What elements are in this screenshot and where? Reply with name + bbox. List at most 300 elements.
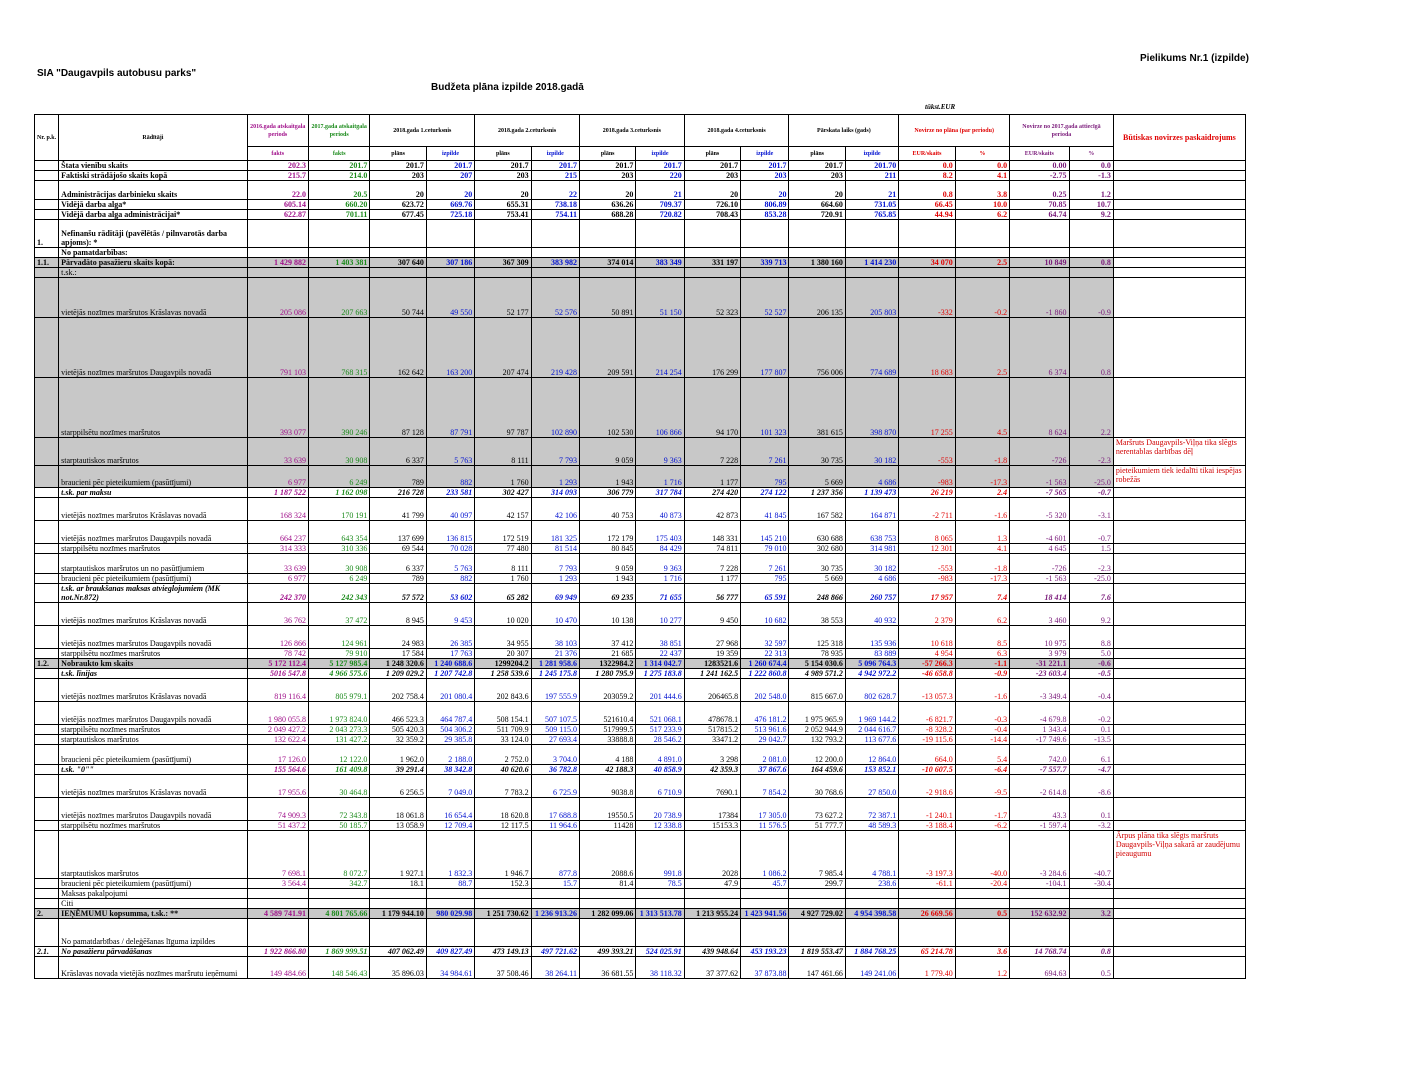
- cell-value: 2028: [684, 831, 740, 879]
- cell-value: [1010, 899, 1069, 909]
- row-label: t.sk. ar braukšanas maksas atvieglojumiem (MK not.Nr.872): [59, 584, 247, 603]
- reason-cell: [1113, 200, 1245, 210]
- cell-value: 1 260 674.4: [741, 659, 789, 669]
- cell-value: 77 480: [475, 544, 531, 554]
- cell-value: 1 207 742.8: [426, 669, 474, 679]
- table-row: [35, 669, 1246, 679]
- cell-value: 12 117.5: [475, 821, 531, 831]
- cell-value: 7 261: [741, 554, 789, 574]
- sub-izpilde-q2: izpilde: [531, 147, 579, 161]
- cell-value: 4 788.1: [845, 831, 898, 879]
- cell-value: 132 793.2: [789, 735, 845, 745]
- cell-value: 201.7: [426, 161, 474, 171]
- cell-value: -0.2: [955, 278, 1009, 318]
- cell-value: 1 832.3: [426, 831, 474, 879]
- cell-value: 203: [579, 171, 635, 181]
- cell-value: 113 677.6: [845, 735, 898, 745]
- table-row: [35, 798, 1246, 821]
- cell-value: [1010, 919, 1069, 947]
- row-number: 1.1.: [35, 258, 59, 268]
- reason-cell: [1113, 735, 1245, 745]
- reason-cell: [1113, 626, 1245, 649]
- cell-value: 177 807: [741, 318, 789, 378]
- cell-value: 7690.1: [684, 775, 740, 798]
- cell-value: 202 843.6: [475, 679, 531, 702]
- table-row: [35, 775, 1246, 798]
- cell-value: -0.7: [1069, 488, 1113, 498]
- cell-value: 317 784: [636, 488, 684, 498]
- cell-value: 13 058.9: [370, 821, 426, 831]
- cell-value: 207: [426, 171, 474, 181]
- sub-plans-q1: plāns: [370, 147, 426, 161]
- cell-value: 789: [370, 466, 426, 488]
- sub-izpilde-q1: izpilde: [426, 147, 474, 161]
- cell-value: [475, 268, 531, 278]
- row-number: [35, 679, 59, 702]
- cell-value: 84 429: [636, 544, 684, 554]
- cell-value: 339 713: [741, 258, 789, 268]
- cell-value: 2 043 273.3: [308, 725, 369, 735]
- cell-value: 88.7: [426, 879, 474, 889]
- cell-value: -40.0: [955, 831, 1009, 879]
- cell-value: 1 258 539.6: [475, 669, 531, 679]
- cell-value: [899, 889, 955, 899]
- row-label: IEŅĒMUMU kopsumma, t.sk.: **: [59, 909, 247, 919]
- cell-value: 302 680: [789, 544, 845, 554]
- cell-value: 18 620.8: [475, 798, 531, 821]
- cell-value: -8 328.2: [899, 725, 955, 735]
- cell-value: [845, 899, 898, 909]
- cell-value: 1 139 473: [845, 488, 898, 498]
- cell-value: 12 709.4: [426, 821, 474, 831]
- cell-value: 12 200.0: [789, 745, 845, 765]
- cell-value: 5 172 112.4: [247, 659, 308, 669]
- cell-value: 390 246: [308, 378, 369, 438]
- cell-value: [475, 248, 531, 258]
- row-label: vietējās nozīmes maršrutos Krāslavas novadā: [59, 775, 247, 798]
- cell-value: 6 249: [308, 466, 369, 488]
- cell-value: 805 979.1: [308, 679, 369, 702]
- cell-value: 478678.1: [684, 702, 740, 725]
- cell-value: 466 523.3: [370, 702, 426, 725]
- cell-value: [247, 248, 308, 258]
- cell-value: 1 237 356: [789, 488, 845, 498]
- cell-value: 877.8: [531, 831, 579, 879]
- cell-value: 0.5: [1069, 957, 1113, 979]
- cell-value: 69 235: [579, 584, 635, 603]
- cell-value: -6.4: [955, 765, 1009, 775]
- row-number: [35, 669, 59, 679]
- cell-value: 756 006: [789, 318, 845, 378]
- cell-value: 126 866: [247, 626, 308, 649]
- cell-value: 8.8: [1069, 626, 1113, 649]
- row-number: [35, 584, 59, 603]
- cell-value: 20: [370, 181, 426, 200]
- row-number: [35, 889, 59, 899]
- cell-value: 161 409.8: [308, 765, 369, 775]
- cell-value: -30.4: [1069, 879, 1113, 889]
- header-deviation-2017: Novirze no 2017.gada attiecīgā perioda: [1010, 115, 1114, 147]
- table-row: [35, 603, 1246, 626]
- table-row: [35, 765, 1246, 775]
- cell-value: 660.20: [308, 200, 369, 210]
- cell-value: 201.7: [789, 161, 845, 171]
- cell-value: 1.3: [955, 521, 1009, 544]
- row-number: [35, 702, 59, 725]
- cell-value: 37 377.62: [684, 957, 740, 979]
- cell-value: 725.18: [426, 210, 474, 220]
- cell-value: [247, 220, 308, 248]
- cell-value: [636, 899, 684, 909]
- cell-value: 26 219: [899, 488, 955, 498]
- table-row: [35, 220, 1246, 248]
- cell-value: 201.7: [579, 161, 635, 171]
- row-number: 2.: [35, 909, 59, 919]
- cell-value: [789, 248, 845, 258]
- cell-value: 314 093: [531, 488, 579, 498]
- cell-value: 203059.2: [579, 679, 635, 702]
- cell-value: [789, 220, 845, 248]
- cell-value: 6 337: [370, 438, 426, 466]
- row-label: t.sk.:: [59, 268, 247, 278]
- cell-value: -10 607.5: [899, 765, 955, 775]
- cell-value: 10 138: [579, 603, 635, 626]
- cell-value: 1 922 866.80: [247, 947, 308, 957]
- row-label: braucieni pēc pieteikumiem (pasūtījumi): [59, 466, 247, 488]
- cell-value: 720.91: [789, 210, 845, 220]
- cell-value: 51 777.7: [789, 821, 845, 831]
- cell-value: 17 126.0: [247, 745, 308, 765]
- cell-value: [899, 899, 955, 909]
- cell-value: 206 135: [789, 278, 845, 318]
- cell-value: 7 228: [684, 554, 740, 574]
- cell-value: 42 188.3: [579, 765, 635, 775]
- cell-value: 6 256.5: [370, 775, 426, 798]
- cell-value: [636, 268, 684, 278]
- cell-value: 80 845: [579, 544, 635, 554]
- cell-value: 0.0: [899, 161, 955, 171]
- cell-value: 72 387.1: [845, 798, 898, 821]
- header-2016: 2016.gada atskaitgala periods: [247, 115, 308, 147]
- sub-pct-2017: %: [1069, 147, 1113, 161]
- cell-value: -46 658.8: [899, 669, 955, 679]
- cell-value: 1 819 553.47: [789, 947, 845, 957]
- cell-value: 147 461.66: [789, 957, 845, 979]
- cell-value: 65 591: [741, 584, 789, 603]
- cell-value: 9.2: [1069, 603, 1113, 626]
- table-row: [35, 268, 1246, 278]
- cell-value: 726.10: [684, 200, 740, 210]
- cell-value: 1 187 522: [247, 488, 308, 498]
- cell-value: -5 320: [1010, 498, 1069, 521]
- cell-value: 201.7: [636, 161, 684, 171]
- header-period: Pārskata laiks (gads): [789, 115, 899, 147]
- cell-value: 53 602: [426, 584, 474, 603]
- cell-value: -6.2: [955, 821, 1009, 831]
- cell-value: 136 815: [426, 521, 474, 544]
- sub-fakts-2017: fakts: [308, 147, 369, 161]
- cell-value: 148 331: [684, 521, 740, 544]
- cell-value: [741, 899, 789, 909]
- cell-value: 1 222 860.8: [741, 669, 789, 679]
- cell-value: [370, 919, 426, 947]
- row-number: [35, 488, 59, 498]
- header-q4: 2018.gada 4.ceturksnis: [684, 115, 789, 147]
- cell-value: 1 179 944.10: [370, 909, 426, 919]
- cell-value: 1 946.7: [475, 831, 531, 879]
- row-label: starptautiskos maršrutos: [59, 831, 247, 879]
- cell-value: 50 185.7: [308, 821, 369, 831]
- cell-value: 0.0: [955, 161, 1009, 171]
- cell-value: 374 014: [579, 258, 635, 268]
- cell-value: 214.0: [308, 171, 369, 181]
- cell-value: [579, 268, 635, 278]
- cell-value: 6 249: [308, 574, 369, 584]
- cell-value: [308, 919, 369, 947]
- cell-value: 65 214.78: [899, 947, 955, 957]
- cell-value: [579, 919, 635, 947]
- cell-value: 302 427: [475, 488, 531, 498]
- cell-value: 238.6: [845, 879, 898, 889]
- cell-value: 201 080.4: [426, 679, 474, 702]
- cell-value: 33471.2: [684, 735, 740, 745]
- cell-value: 5 127 985.4: [308, 659, 369, 669]
- reason-cell: [1113, 378, 1245, 438]
- cell-value: 72 343.8: [308, 798, 369, 821]
- row-number: [35, 725, 59, 735]
- cell-value: -19 115.6: [899, 735, 955, 745]
- cell-value: 8 111: [475, 438, 531, 466]
- sub-plans-q4: plāns: [684, 147, 740, 161]
- cell-value: [1069, 268, 1113, 278]
- cell-value: 207 663: [308, 278, 369, 318]
- cell-value: [1069, 899, 1113, 909]
- cell-value: 1.2: [1069, 181, 1113, 200]
- cell-value: [684, 899, 740, 909]
- reason-cell: [1113, 889, 1245, 899]
- cell-value: 6 374: [1010, 318, 1069, 378]
- cell-value: 40 932: [845, 603, 898, 626]
- cell-value: 30 735: [789, 554, 845, 574]
- table-row: [35, 919, 1246, 947]
- cell-value: 0.0: [1069, 161, 1113, 171]
- cell-value: 152.3: [475, 879, 531, 889]
- row-number: [35, 919, 59, 947]
- cell-value: [1069, 248, 1113, 258]
- cell-value: 517999.5: [579, 725, 635, 735]
- cell-value: 664.0: [899, 745, 955, 765]
- cell-value: [741, 248, 789, 258]
- cell-value: 4 942 972.2: [845, 669, 898, 679]
- cell-value: [899, 919, 955, 947]
- cell-value: 2.4: [955, 488, 1009, 498]
- table-row: [35, 181, 1246, 200]
- cell-value: -3.2: [1069, 821, 1113, 831]
- cell-value: [579, 899, 635, 909]
- deviation-note: pieteikumiem tiek iedalīti tikai iespējas robežās: [1113, 466, 1245, 488]
- row-number: [35, 899, 59, 909]
- row-number: [35, 268, 59, 278]
- cell-value: [531, 220, 579, 248]
- cell-value: 1 869 999.51: [308, 947, 369, 957]
- cell-value: [684, 268, 740, 278]
- cell-value: [845, 220, 898, 248]
- cell-value: 69 949: [531, 584, 579, 603]
- cell-value: 81 514: [531, 544, 579, 554]
- cell-value: 168 324: [247, 498, 308, 521]
- cell-value: 3.6: [955, 947, 1009, 957]
- cell-value: 307 640: [370, 258, 426, 268]
- row-number: [35, 498, 59, 521]
- cell-value: 314 333: [247, 544, 308, 554]
- table-row: [35, 161, 1246, 171]
- cell-value: 4 891.0: [636, 745, 684, 765]
- cell-value: 35 896.03: [370, 957, 426, 979]
- cell-value: 8 072.7: [308, 831, 369, 879]
- cell-value: [531, 919, 579, 947]
- cell-value: 36 782.8: [531, 765, 579, 775]
- cell-value: 205 803: [845, 278, 898, 318]
- cell-value: 38 342.8: [426, 765, 474, 775]
- cell-value: 7 793: [531, 438, 579, 466]
- cell-value: 15.7: [531, 879, 579, 889]
- cell-value: 3.2: [1069, 909, 1113, 919]
- cell-value: 27 968: [684, 626, 740, 649]
- cell-value: 4.5: [955, 378, 1009, 438]
- cell-value: 1 403 381: [308, 258, 369, 268]
- cell-value: 22.0: [247, 181, 308, 200]
- cell-value: [1069, 919, 1113, 947]
- row-number: [35, 745, 59, 765]
- cell-value: [475, 919, 531, 947]
- cell-value: 9 450: [684, 603, 740, 626]
- cell-value: [370, 268, 426, 278]
- cell-value: 795: [741, 466, 789, 488]
- cell-value: 6.2: [955, 603, 1009, 626]
- cell-value: 819 116.4: [247, 679, 308, 702]
- row-number: [35, 957, 59, 979]
- table-row: [35, 521, 1246, 544]
- cell-value: 201.7: [308, 161, 369, 171]
- cell-value: 6 977: [247, 574, 308, 584]
- row-number: [35, 378, 59, 438]
- cell-value: 1 213 955.24: [684, 909, 740, 919]
- cell-value: 70.85: [1010, 200, 1069, 210]
- cell-value: -553: [899, 438, 955, 466]
- cell-value: 52 323: [684, 278, 740, 318]
- cell-value: -7 557.7: [1010, 765, 1069, 775]
- cell-value: 1 209 029.2: [370, 669, 426, 679]
- cell-value: 2.5: [955, 318, 1009, 378]
- cell-value: 19 359: [684, 649, 740, 659]
- cell-value: 164 459.6: [789, 765, 845, 775]
- cell-value: [247, 889, 308, 899]
- reason-cell: [1113, 899, 1245, 909]
- cell-value: [531, 889, 579, 899]
- cell-value: 742.0: [1010, 745, 1069, 765]
- row-label: vietējās nozīmes maršrutos Krāslavas novadā: [59, 498, 247, 521]
- cell-value: 7 793: [531, 554, 579, 574]
- sub-fakts-2016: fakts: [247, 147, 308, 161]
- cell-value: 202 758.4: [370, 679, 426, 702]
- cell-value: 38 851: [636, 626, 684, 649]
- reason-cell: [1113, 521, 1245, 544]
- cell-value: 10 277: [636, 603, 684, 626]
- table-row: [35, 318, 1246, 378]
- cell-value: 203: [475, 171, 531, 181]
- row-number: [35, 248, 59, 258]
- cell-value: -1.6: [955, 679, 1009, 702]
- table-row: [35, 438, 1246, 466]
- cell-value: 0.8: [1069, 318, 1113, 378]
- reason-cell: [1113, 248, 1245, 258]
- cell-value: -8.6: [1069, 775, 1113, 798]
- cell-value: 21: [636, 181, 684, 200]
- cell-value: 1 248 320.6: [370, 659, 426, 669]
- cell-value: 9 363: [636, 438, 684, 466]
- cell-value: 205 086: [247, 278, 308, 318]
- cell-value: 1 760: [475, 466, 531, 488]
- cell-value: 124 961: [308, 626, 369, 649]
- cell-value: 605.14: [247, 200, 308, 210]
- cell-value: -1 860: [1010, 278, 1069, 318]
- cell-value: 51 437.2: [247, 821, 308, 831]
- cell-value: 30 182: [845, 438, 898, 466]
- table-row: [35, 831, 1246, 879]
- table-row: [35, 889, 1246, 899]
- cell-value: 4.1: [955, 171, 1009, 181]
- cell-value: 215: [531, 171, 579, 181]
- cell-value: 83 889: [845, 649, 898, 659]
- cell-value: 248 866: [789, 584, 845, 603]
- cell-value: 10 975: [1010, 626, 1069, 649]
- cell-value: 81.4: [579, 879, 635, 889]
- cell-value: 677.45: [370, 210, 426, 220]
- table-row: [35, 466, 1246, 488]
- cell-value: 102 530: [579, 378, 635, 438]
- cell-value: -2 918.6: [899, 775, 955, 798]
- cell-value: 17 955.6: [247, 775, 308, 798]
- cell-value: 383 349: [636, 258, 684, 268]
- cell-value: -0.4: [955, 725, 1009, 735]
- table-row: [35, 210, 1246, 220]
- sub-plans-year: plāns: [789, 147, 845, 161]
- cell-value: 1 423 941.56: [741, 909, 789, 919]
- cell-value: 1 275 183.8: [636, 669, 684, 679]
- cell-value: [308, 220, 369, 248]
- cell-value: 2 044 616.7: [845, 725, 898, 735]
- cell-value: 34 955: [475, 626, 531, 649]
- table-row: [35, 200, 1246, 210]
- cell-value: 802 628.7: [845, 679, 898, 702]
- cell-value: 6 977: [247, 466, 308, 488]
- cell-value: 4 927 729.02: [789, 909, 845, 919]
- sub-izpilde-q3: izpilde: [636, 147, 684, 161]
- cell-value: 806.89: [741, 200, 789, 210]
- cell-value: 201.70: [845, 161, 898, 171]
- cell-value: -2.3: [1069, 554, 1113, 574]
- cell-value: -13 057.3: [899, 679, 955, 702]
- page-note: Pielikums Nr.1 (izpilde): [1140, 53, 1249, 64]
- row-number: [35, 574, 59, 584]
- reason-cell: [1113, 775, 1245, 798]
- cell-value: 731.05: [845, 200, 898, 210]
- reason-cell: [1113, 659, 1245, 669]
- cell-value: 36 762: [247, 603, 308, 626]
- cell-value: 17 763: [426, 649, 474, 659]
- cell-value: [1010, 248, 1069, 258]
- cell-value: 12 338.8: [636, 821, 684, 831]
